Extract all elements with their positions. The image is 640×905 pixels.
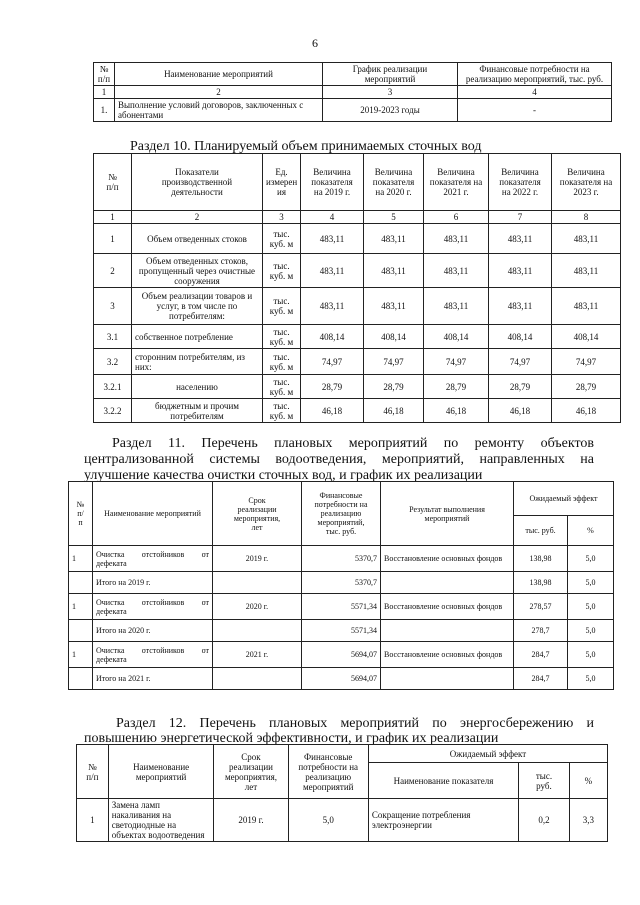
- cell: 2019-2023 годы: [323, 99, 458, 122]
- col-header: Ожидаемый эффект: [514, 482, 614, 516]
- cell: Замена ламп накаливания на светодиодные на объектах водоотведения: [108, 799, 214, 842]
- cell: 483,11: [424, 254, 489, 288]
- table-row: [77, 799, 608, 842]
- table-row: [69, 594, 614, 620]
- cell: 483,11: [364, 224, 424, 254]
- cell: 5694,07: [302, 642, 381, 668]
- col-header: Величина показателя на 2023 г.: [552, 154, 621, 211]
- cell: 408,14: [552, 325, 621, 349]
- col-header: тыс. руб.: [519, 763, 570, 799]
- cell: Очистка отстойников от дефеката: [93, 642, 213, 668]
- cell: [69, 668, 93, 690]
- cell: 483,11: [301, 254, 364, 288]
- col-header: Наименование мероприятий: [93, 482, 213, 546]
- col-header: Величина показателя на 2021 г.: [424, 154, 489, 211]
- table-events: [93, 62, 612, 122]
- col-header: № п/п: [94, 154, 132, 211]
- cell: 483,11: [424, 288, 489, 325]
- cell: Итого на 2020 г.: [93, 620, 213, 642]
- cell: Восстановление основных фондов: [381, 546, 514, 572]
- col-header: Величина показателя на 2020 г.: [364, 154, 424, 211]
- cell: Итого на 2019 г.: [93, 572, 213, 594]
- cell: 46,18: [424, 399, 489, 423]
- cell: сторонним потребителям, из них:: [132, 349, 263, 375]
- cell: 3.2: [94, 349, 132, 375]
- cell: 483,11: [489, 288, 552, 325]
- table-row: [69, 620, 614, 642]
- cell: [213, 668, 302, 690]
- cell: 74,97: [489, 349, 552, 375]
- cell: тыс. куб. м: [263, 399, 301, 423]
- cell: бюджетным и прочим потребителям: [132, 399, 263, 423]
- cell: 483,11: [552, 288, 621, 325]
- cell: тыс. куб. м: [263, 349, 301, 375]
- cell: 1: [77, 799, 109, 842]
- cell: 483,11: [424, 224, 489, 254]
- section-12-title-line-2: повышению энергетической эффективности, и график их реализации: [84, 731, 499, 746]
- index-cell: 1: [94, 86, 115, 99]
- cell: 46,18: [364, 399, 424, 423]
- table-row: [94, 325, 621, 349]
- table-row: [94, 99, 612, 122]
- index-cell: 4: [458, 86, 612, 99]
- col-header: тыс. руб.: [514, 516, 568, 546]
- cell: 28,79: [301, 375, 364, 399]
- col-header: № п/п: [94, 63, 115, 86]
- cell: населению: [132, 375, 263, 399]
- cell: 28,79: [489, 375, 552, 399]
- cell: Очистка отстойников от дефеката: [93, 546, 213, 572]
- col-header: Срок реализации мероприятия, лет: [213, 482, 302, 546]
- cell: Объем отведенных стоков, пропущенный через очистные сооружения: [132, 254, 263, 288]
- cell: [381, 572, 514, 594]
- table-wastewater-volume: [93, 153, 621, 423]
- cell: 2019 г.: [213, 546, 302, 572]
- cell: 3.2.2: [94, 399, 132, 423]
- cell: тыс. куб. м: [263, 254, 301, 288]
- col-header: Наименование мероприятий: [115, 63, 323, 86]
- cell: 408,14: [424, 325, 489, 349]
- cell: 46,18: [301, 399, 364, 423]
- index-cell: 3: [323, 86, 458, 99]
- cell: 5,0: [568, 620, 614, 642]
- cell: 408,14: [489, 325, 552, 349]
- cell: 483,11: [489, 254, 552, 288]
- cell: Объем отведенных стоков: [132, 224, 263, 254]
- cell: 3: [94, 288, 132, 325]
- index-cell: 7: [489, 211, 552, 224]
- col-header: Срок реализации мероприятия, лет: [214, 745, 288, 799]
- cell: 5571,34: [302, 620, 381, 642]
- cell: [381, 620, 514, 642]
- index-cell: 8: [552, 211, 621, 224]
- cell: 46,18: [552, 399, 621, 423]
- table-row: [69, 668, 614, 690]
- cell: Восстановление основных фондов: [381, 594, 514, 620]
- table-row: [94, 288, 621, 325]
- table-row: [69, 642, 614, 668]
- cell: 3,3: [569, 799, 607, 842]
- cell: Объем реализации товаров и услуг, в том числе по потребителям:: [132, 288, 263, 325]
- cell: 483,11: [364, 254, 424, 288]
- table-row: [69, 572, 614, 594]
- cell: 1: [69, 546, 93, 572]
- cell: 74,97: [552, 349, 621, 375]
- cell: 5571,34: [302, 594, 381, 620]
- cell: 2021 г.: [213, 642, 302, 668]
- cell: тыс. куб. м: [263, 288, 301, 325]
- cell: 5,0: [568, 594, 614, 620]
- table-row: [94, 349, 621, 375]
- cell: -: [458, 99, 612, 122]
- cell: 3.2.1: [94, 375, 132, 399]
- cell: 1: [69, 594, 93, 620]
- cell: 284,7: [514, 642, 568, 668]
- cell: 5,0: [568, 572, 614, 594]
- cell: 408,14: [364, 325, 424, 349]
- cell: 483,11: [301, 224, 364, 254]
- col-header: %: [568, 516, 614, 546]
- index-cell: 6: [424, 211, 489, 224]
- col-header: Финансовые потребности на реализацию мероприятий, тыс. руб.: [458, 63, 612, 86]
- cell: Итого на 2021 г.: [93, 668, 213, 690]
- cell: 28,79: [364, 375, 424, 399]
- table-repair-measures: [68, 481, 614, 690]
- index-cell: 4: [301, 211, 364, 224]
- cell: [381, 668, 514, 690]
- cell: 3.1: [94, 325, 132, 349]
- index-cell: 2: [115, 86, 323, 99]
- index-cell: 2: [132, 211, 263, 224]
- cell: 483,11: [301, 288, 364, 325]
- cell: тыс. куб. м: [263, 224, 301, 254]
- cell: Сокращение потребления электроэнергии: [368, 799, 518, 842]
- col-header: Результат выполнения мероприятий: [381, 482, 514, 546]
- col-header: Финансовые потребности на реализацию мероприятий, тыс. руб.: [302, 482, 381, 546]
- cell: 28,79: [424, 375, 489, 399]
- index-cell: 3: [263, 211, 301, 224]
- cell: 74,97: [364, 349, 424, 375]
- cell: тыс. куб. м: [263, 325, 301, 349]
- table-row: [94, 375, 621, 399]
- section-11-title-line-3: улучшение качества очистки сточных вод, и график их реализации: [84, 468, 483, 483]
- cell: тыс. куб. м: [263, 375, 301, 399]
- table-row: [94, 254, 621, 288]
- cell: 1: [94, 224, 132, 254]
- page-number: 6: [312, 36, 318, 50]
- col-header: Показатели производственной деятельности: [132, 154, 263, 211]
- cell: 483,11: [364, 288, 424, 325]
- cell: 5370,7: [302, 572, 381, 594]
- cell: Очистка отстойников от дефеката: [93, 594, 213, 620]
- cell: 28,79: [552, 375, 621, 399]
- table-row: [69, 546, 614, 572]
- cell: 138,98: [514, 546, 568, 572]
- cell: [213, 620, 302, 642]
- section-11-title-line-1: Раздел 11. Перечень плановых мероприятий по ремонту объектов: [112, 436, 594, 451]
- table-row: [94, 399, 621, 423]
- cell: [69, 572, 93, 594]
- cell: 5,0: [568, 668, 614, 690]
- col-header: Финансовые потребности на реализацию мероприятий: [288, 745, 368, 799]
- cell: 483,11: [489, 224, 552, 254]
- cell: Восстановление основных фондов: [381, 642, 514, 668]
- cell: 46,18: [489, 399, 552, 423]
- cell: 5,0: [288, 799, 368, 842]
- cell: 5,0: [568, 642, 614, 668]
- table-row: [94, 224, 621, 254]
- cell: [69, 620, 93, 642]
- cell: 2019 г.: [214, 799, 288, 842]
- col-header: %: [569, 763, 607, 799]
- cell: 1.: [94, 99, 115, 122]
- cell: 278,7: [514, 620, 568, 642]
- cell: 74,97: [301, 349, 364, 375]
- col-header: Наименование мероприятий: [108, 745, 214, 799]
- index-cell: 1: [94, 211, 132, 224]
- cell: 2: [94, 254, 132, 288]
- cell: 5,0: [568, 546, 614, 572]
- cell: 284,7: [514, 668, 568, 690]
- cell: 0,2: [519, 799, 570, 842]
- section-11-title-line-2: централизованной системы водоотведения, мероприятий, направленных на: [84, 452, 594, 467]
- cell: 74,97: [424, 349, 489, 375]
- cell: 5370,7: [302, 546, 381, 572]
- col-header: Наименование показателя: [368, 763, 518, 799]
- cell: 483,11: [552, 224, 621, 254]
- col-header: Величина показателя на 2022 г.: [489, 154, 552, 211]
- cell: 408,14: [301, 325, 364, 349]
- cell: Выполнение условий договоров, заключенных с абонентами: [115, 99, 323, 122]
- cell: 5694,07: [302, 668, 381, 690]
- index-cell: 5: [364, 211, 424, 224]
- cell: 138,98: [514, 572, 568, 594]
- cell: 2020 г.: [213, 594, 302, 620]
- section-10-title: Раздел 10. Планируемый объем принимаемых сточных вод: [130, 139, 482, 154]
- cell: 1: [69, 642, 93, 668]
- col-header: Величина показателя на 2019 г.: [301, 154, 364, 211]
- table-energy-saving: [76, 744, 608, 842]
- col-header: № п/ п: [69, 482, 93, 546]
- cell: 483,11: [552, 254, 621, 288]
- cell: [213, 572, 302, 594]
- col-header: № п/п: [77, 745, 109, 799]
- col-header: Ожидаемый эффект: [368, 745, 607, 763]
- section-12-title-line-1: Раздел 12. Перечень плановых мероприятий по энергосбережению и: [116, 716, 594, 731]
- col-header: График реализации мероприятий: [323, 63, 458, 86]
- cell: 278,57: [514, 594, 568, 620]
- col-header: Ед. измерен ия: [263, 154, 301, 211]
- cell: собственное потребление: [132, 325, 263, 349]
